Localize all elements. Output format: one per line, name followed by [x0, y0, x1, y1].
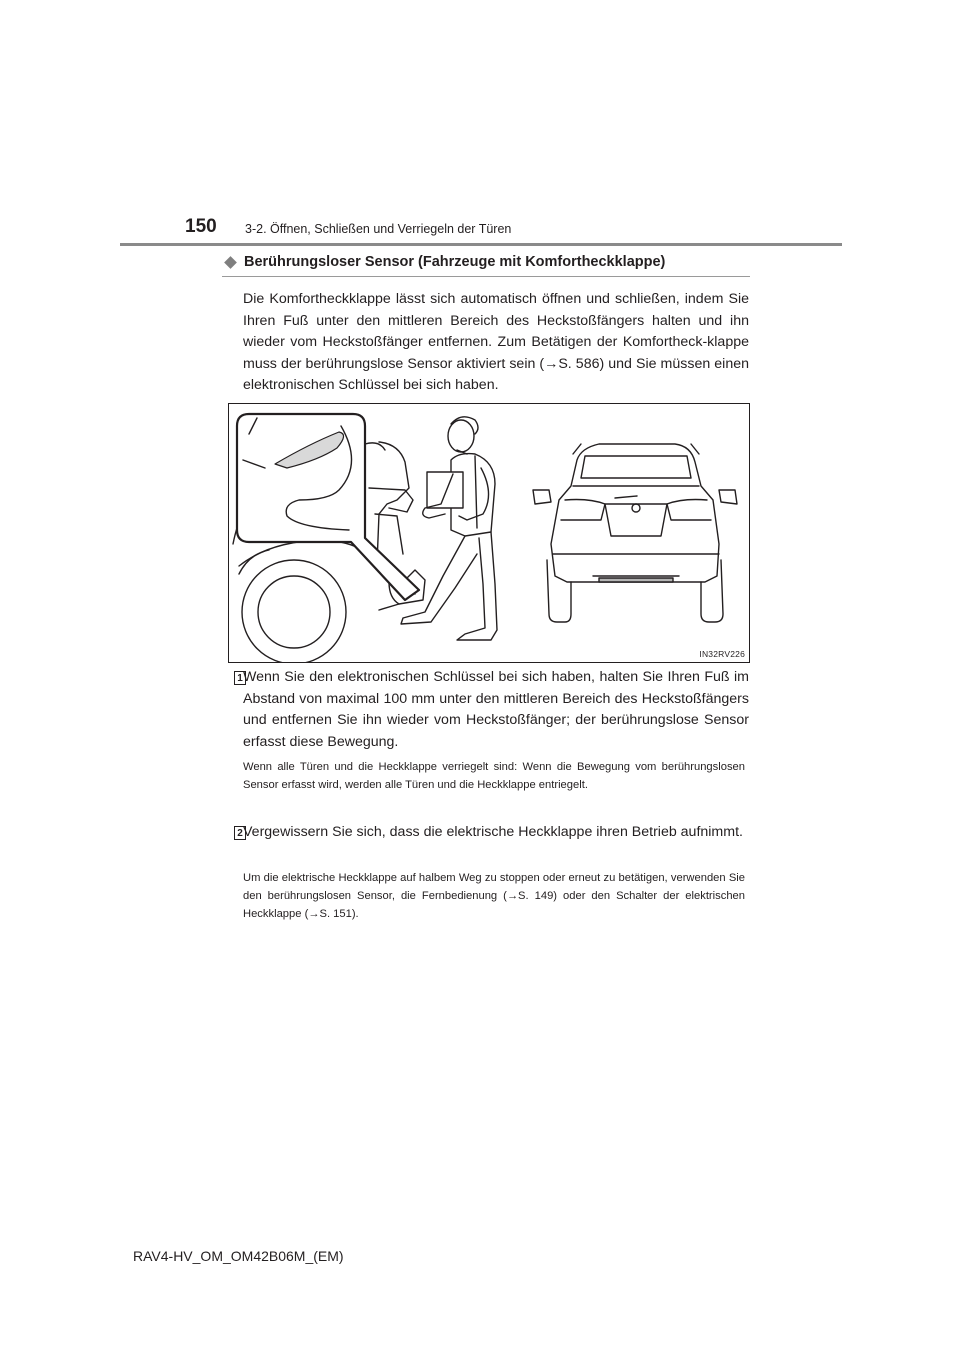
person-with-box — [401, 417, 497, 640]
step-number-badge: 1 — [234, 671, 246, 685]
step-2-note: Um die elektrische Heckklappe auf halbem Weg zu stoppen oder erneut zu betätigen, verwenden Sie den berührungslosen Sensor, die Fernbedienung (→S. 149) oder den Schalter der elektrischen Heckklappe (→S. 151). — [243, 872, 745, 920]
document-code: RAV4-HV_OM_OM42B06M_(EM) — [133, 1248, 344, 1264]
section-title: Berührungsloser Sensor (Fahrzeuge mit Komfortheckklappe) — [244, 254, 666, 270]
step-1-text: Wenn Sie den elektronischen Schlüssel bei sich haben, halten Sie Ihren Fuß im Abstand von maximal 100 mm unter den mittleren Bereich des Heckstoßfängers und entfernen Sie ihn wieder vom Heckstoßfänger; der berührungslose Sensor erfasst diese Bewegung. — [243, 669, 749, 750]
page-number: 150 — [185, 216, 217, 237]
section-heading — [222, 254, 750, 277]
step-1-note: Wenn alle Türen und die Heckklappe verriegelt sind: Wenn die Bewegung vom berührungslosen Sensor erfasst wird, werden alle Türen und die Heckklappe entriegelt. — [243, 761, 745, 791]
figure-code: IN32RV226 — [699, 649, 745, 659]
illustration-figure — [228, 403, 750, 663]
vehicle-rear-view — [533, 444, 737, 622]
step-number-badge: 2 — [234, 826, 246, 840]
kick-sensor-illustration — [229, 404, 749, 662]
diamond-bullet-icon — [224, 256, 237, 269]
header-rule — [120, 243, 842, 246]
intro-paragraph: Die Komfortheckklappe lässt sich automatisch öffnen und schließen, indem Sie Ihren Fuß unter den mittleren Bereich des Heckstoßfängers halten und ihn wieder vom Heckstoßfänger entfernen. Zum Betätigen der Komfortheck-klappe muss der berührungslose Sensor aktiviert sein (→S. 586) und Sie müssen einen elektronischen Schlüssel bei sich haben. — [243, 291, 749, 393]
step-2-text: Vergewissern Sie sich, dass die elektrische Heckklappe ihren Betrieb aufnimmt. — [243, 824, 743, 840]
chapter-title: 3-2. Öffnen, Schließen und Verriegeln der Türen — [245, 222, 512, 236]
